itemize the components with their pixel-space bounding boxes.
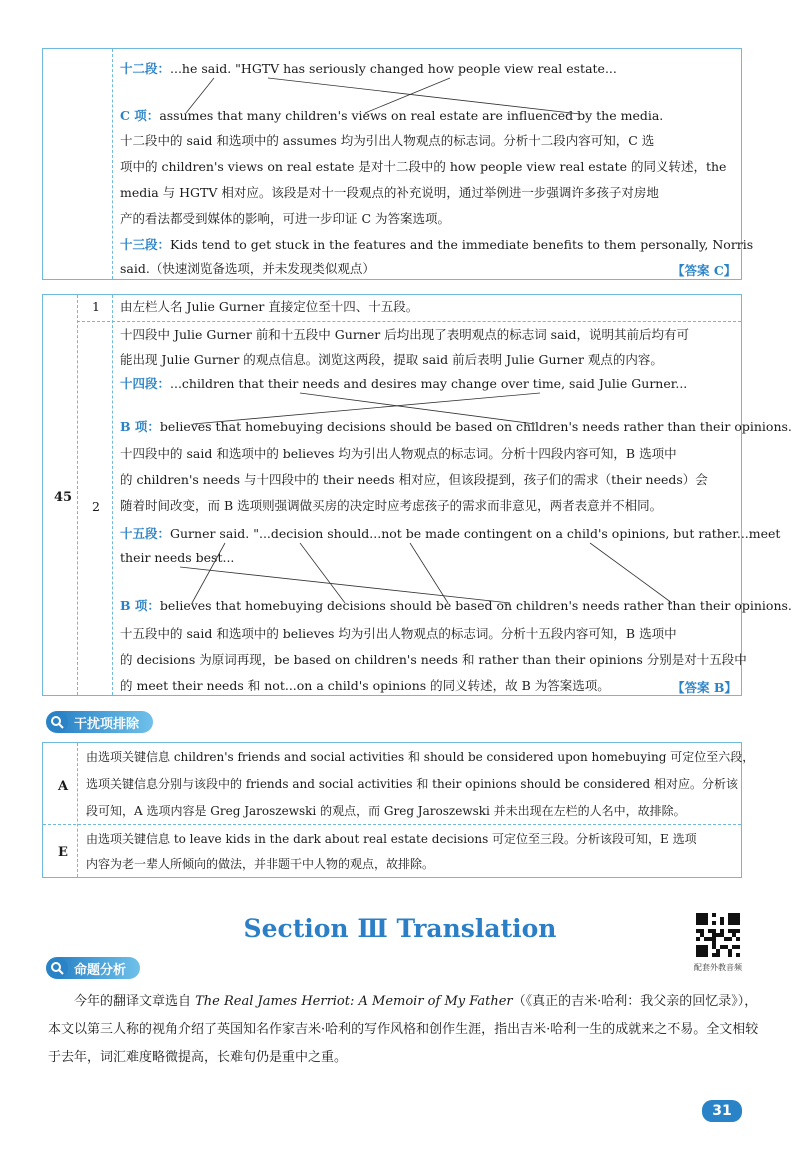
- p15-text: Gurner said. "...decision should...not be made contingent on a child's opinions, but rather...meet: [170, 526, 781, 541]
- qr-code-icon[interactable]: [696, 913, 740, 957]
- analysis-c-line: 项中的 children's views on real estate 是对十二段中的 how people view real estate 的同义转述，the: [120, 159, 727, 174]
- option-a-line: 段可知，A 选项内容是 Greg Jaroszewski 的观点，而 Greg Jaroszewski 并未出现在左栏的人名中，故排除。: [86, 804, 686, 818]
- p13-line-2: said.（快速浏览备选项，并未发现类似观点）: [120, 261, 375, 276]
- p14-text: ...children that their needs and desires may change over time, said Julie Gurner...: [170, 376, 688, 391]
- tag-label: 干扰项排除: [58, 711, 153, 733]
- step-1-text: 由左栏人名 Julie Gurner 直接定位至十四、十五段。: [120, 299, 419, 314]
- qr-caption: 配套外教音频: [694, 963, 742, 972]
- option-e-label: E: [58, 845, 68, 860]
- question-number: 45: [54, 490, 73, 505]
- option-a-line: 选项关键信息分别与该段中的 friends and social activities 和 their opinions should be considered 相对应。分析该: [86, 777, 738, 791]
- b-option-text-2: believes that homebuying decisions should be based on children's needs rather than their opinions.: [159, 598, 792, 613]
- b-option-line-1: B 项：believes that homebuying decisions should be based on children's needs rather than their opinions.: [120, 419, 792, 434]
- answer-b: 【答案 B】: [672, 680, 737, 695]
- analysis-b2-line: 十五段中的 said 和选项中的 believes 均为引出人物观点的标志词。分析十五段内容可知，B 选项中: [120, 626, 677, 641]
- c-option-text: assumes that many children's views on real estate are influenced by the media.: [159, 108, 664, 123]
- page-number: 31: [702, 1100, 742, 1122]
- book-title: The Real James Herriot: A Memoir of My Father: [195, 994, 513, 1009]
- p12-line: 十二段：...he said. "HGTV has seriously changed how people view real estate...: [120, 61, 617, 76]
- c-option-line: C 项：assumes that many children's views on real estate are influenced by the media.: [120, 108, 664, 123]
- p15-line-2: their needs best...: [120, 550, 235, 565]
- step-2-number: 2: [92, 499, 100, 514]
- tag-label: 命题分析: [58, 957, 140, 979]
- p15-line: 十五段：Gurner said. "...decision should...not be made contingent on a child's opinions, but rather...meet: [120, 526, 781, 541]
- tag-analysis: [46, 956, 140, 980]
- translation-intro: 今年的翻译文章选自 The Real James Herriot: A Memoir of My Father（《真正的吉米·哈利：我父亲的回忆录》），本文以第三人称的视角介绍了英国知名作家吉米·哈利的写作风格和创作生涯，指出吉米·哈利一生的成就来之不易。全文相较于去年，词汇难度略微提高，长难句仍是重中之重。: [48, 994, 759, 1065]
- intro-line: 十四段中 Julie Gurner 前和十五段中 Gurner 后均出现了表明观点的标志词 said，说明其前后均有可: [120, 327, 690, 342]
- analysis-c-line: 十二段中的 said 和选项中的 assumes 均为引出人物观点的标志词。分析十二段内容可知，C 选: [120, 133, 655, 148]
- tag-distractor-elimination: [46, 710, 153, 734]
- option-a-label: A: [58, 779, 69, 794]
- analysis-c-line: 产的看法都受到媒体的影响，可进一步印证 C 为答案选项。: [120, 211, 451, 226]
- b-option-text-1: believes that homebuying decisions should be based on children's needs rather than their opinions.: [159, 419, 792, 434]
- option-e-line: 内容为老一辈人所倾向的做法，并非题干中人物的观点，故排除。: [86, 857, 435, 871]
- analysis-b1-line: 的 children's needs 与十四段中的 their needs 相对应，但该段提到，孩子们的需求（their needs）会: [120, 472, 708, 487]
- analysis-b1-line: 十四段中的 said 和选项中的 believes 均为引出人物观点的标志词。分析十四段内容可知，B 选项中: [120, 446, 677, 461]
- magnifier-icon: [46, 957, 68, 979]
- analysis-b2-line: 的 decisions 为原词再现，be based on children's needs 和 rather than their opinions 分别是对十五段中: [120, 652, 747, 667]
- analysis-b2-line: 的 meet their needs 和 not...on a child's opinions 的同义转述，故 B 为答案选项。: [120, 678, 610, 693]
- p14-line: 十四段：...children that their needs and desires may change over time, said Julie Gurner...: [120, 376, 688, 391]
- analysis-b1-line: 随着时间改变，而 B 选项则强调做买房的决定时应考虑孩子的需求而非意见，两者表意并不相同。: [120, 498, 663, 513]
- p13-text: Kids tend to get stuck in the features and the immediate benefits to them personally, Norris: [170, 237, 754, 252]
- intro-line: 能出现 Julie Gurner 的观点信息。浏览这两段，提取 said 前后表明 Julie Gurner 观点的内容。: [120, 352, 663, 367]
- b-option-line-2: B 项：believes that homebuying decisions should be based on children's needs rather than their opinions.: [120, 598, 792, 613]
- step-1-number: 1: [92, 299, 100, 314]
- option-e-line: 由选项关键信息 to leave kids in the dark about real estate decisions 可定位至三段。分析该段可知，E 选项: [86, 832, 697, 846]
- answer-c: 【答案 C】: [672, 263, 737, 278]
- option-a-line: 由选项关键信息 children's friends and social activities 和 should be considered upon homebuying 可定位至六段，: [86, 750, 755, 764]
- p12-text: ...he said. "HGTV has seriously changed how people view real estate...: [170, 61, 617, 76]
- analysis-c-line: media 与 HGTV 相对应。该段是对十一段观点的补充说明，通过举例进一步强调许多孩子对房地: [120, 185, 659, 200]
- p13-line: 十三段：Kids tend to get stuck in the features and the immediate benefits to them personally, Norris: [120, 237, 754, 252]
- section-title: Section Ⅲ Translation: [243, 914, 557, 943]
- magnifier-icon: [46, 711, 68, 733]
